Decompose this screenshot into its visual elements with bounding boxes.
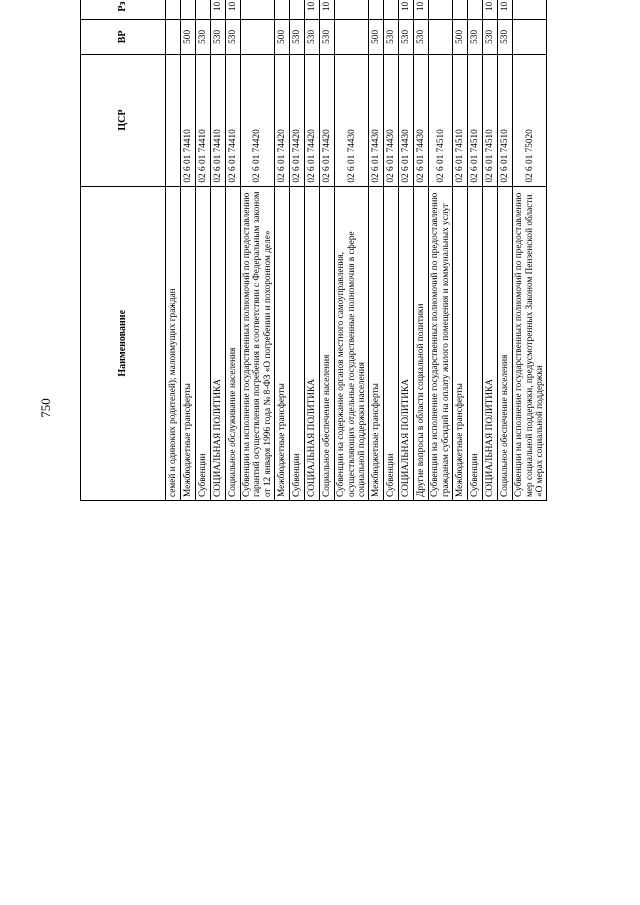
cell-csr: 02 6 01 75020 [513, 54, 547, 186]
cell-name: Социальное обслуживание населения [226, 186, 241, 500]
cell-rz [468, 0, 483, 20]
cell-vr: 530 [196, 20, 211, 54]
cell-vr: 530 [384, 20, 399, 54]
table-row [483, 0, 498, 501]
cell-name: Межбюджетные трансферты [453, 186, 468, 500]
cell-rz [369, 0, 384, 20]
cell-csr: 02 6 01 74510 [498, 54, 513, 186]
cell-name: СОЦИАЛЬНАЯ ПОЛИТИКА [305, 186, 320, 500]
cell-vr [166, 20, 181, 54]
cell-name: СОЦИАЛЬНАЯ ПОЛИТИКА [483, 186, 498, 500]
cell-csr: 02 6 01 74430 [414, 54, 429, 186]
cell-name: СОЦИАЛЬНАЯ ПОЛИТИКА [399, 186, 414, 500]
header-csr: ЦСР [81, 54, 166, 186]
cell-csr: 02 6 01 74430 [369, 54, 384, 186]
cell-name: Межбюджетные трансферты [369, 186, 384, 500]
cell-rz: 10 [320, 0, 335, 20]
budget-table-wrapper [80, 0, 546, 501]
cell-vr: 530 [468, 20, 483, 54]
cell-name: Субвенции на содержание органов местного самоуправления, осуществляющих отдельные государственные полномочия в сфере социальной поддержки населения [335, 186, 369, 500]
table-row [290, 0, 305, 501]
cell-name: Субвенции [468, 186, 483, 500]
header-rz: Рз [81, 0, 166, 20]
header-name: Наименование [81, 186, 166, 500]
cell-csr: 02 6 01 74510 [429, 54, 453, 186]
cell-rz: 10 [226, 0, 241, 20]
table-row [181, 0, 196, 501]
table-row [226, 0, 241, 501]
cell-rz [453, 0, 468, 20]
cell-vr: 530 [414, 20, 429, 54]
table-row [196, 0, 211, 501]
table-row [275, 0, 290, 501]
table-row [513, 0, 547, 501]
table-row [166, 0, 181, 501]
cell-vr [335, 20, 369, 54]
cell-rz: 10 [483, 0, 498, 20]
table-row [429, 0, 453, 501]
cell-csr: 02 6 01 74420 [241, 54, 275, 186]
cell-name: Субвенции [384, 186, 399, 500]
cell-vr: 530 [483, 20, 498, 54]
cell-rz [196, 0, 211, 20]
cell-rz [166, 0, 181, 20]
cell-csr: 02 6 01 74430 [384, 54, 399, 186]
table-row [498, 0, 513, 501]
cell-vr: 500 [181, 20, 196, 54]
cell-vr: 530 [226, 20, 241, 54]
cell-rz [290, 0, 305, 20]
table-row [211, 0, 226, 501]
cell-vr: 530 [498, 20, 513, 54]
cell-rz [384, 0, 399, 20]
cell-vr: 500 [275, 20, 290, 54]
header-vr: ВР [81, 20, 166, 54]
cell-rz [275, 0, 290, 20]
cell-name: Межбюджетные трансферты [181, 186, 196, 500]
cell-vr: 530 [305, 20, 320, 54]
cell-vr: 530 [399, 20, 414, 54]
cell-name: Субвенции [196, 186, 211, 500]
cell-csr: 02 6 01 74420 [320, 54, 335, 186]
cell-rz [181, 0, 196, 20]
cell-rz: 10 [414, 0, 429, 20]
table-row [241, 0, 275, 501]
table-row [369, 0, 384, 501]
cell-name: Социальное обеспечение населения [498, 186, 513, 500]
table-row [468, 0, 483, 501]
cell-vr: 500 [453, 20, 468, 54]
cell-rz [429, 0, 453, 20]
cell-vr [241, 20, 275, 54]
table-header-row [81, 0, 166, 501]
cell-rz [513, 0, 547, 20]
cell-csr: 02 6 01 74510 [468, 54, 483, 186]
table-row [414, 0, 429, 501]
cell-rz: 10 [305, 0, 320, 20]
cell-vr: 530 [211, 20, 226, 54]
cell-csr: 02 6 01 74410 [196, 54, 211, 186]
rotated-page-area [80, 1, 546, 865]
cell-csr: 02 6 01 74510 [453, 54, 468, 186]
cell-csr: 02 6 01 74410 [181, 54, 196, 186]
table-row [384, 0, 399, 501]
table-row [320, 0, 335, 501]
cell-name: Субвенции на исполнение государственных полномочий по предоставлению гражданам субсидий на оплату жилого помещения и коммунальных услуг [429, 186, 453, 500]
cell-name: СОЦИАЛЬНАЯ ПОЛИТИКА [211, 186, 226, 500]
cell-name: семей и одиноких родителей); малоимущих граждан [166, 186, 181, 500]
budget-table [80, 0, 547, 501]
cell-vr: 500 [369, 20, 384, 54]
table-row [453, 0, 468, 501]
cell-name: Межбюджетные трансферты [275, 186, 290, 500]
cell-csr: 02 6 01 74420 [275, 54, 290, 186]
cell-csr [166, 54, 181, 186]
page-number: 750 [38, 398, 53, 418]
table-row [399, 0, 414, 501]
cell-vr: 530 [290, 20, 305, 54]
cell-csr: 02 6 01 74420 [305, 54, 320, 186]
cell-rz: 10 [211, 0, 226, 20]
cell-csr: 02 6 01 74420 [290, 54, 305, 186]
cell-vr [429, 20, 453, 54]
cell-csr: 02 6 01 74410 [211, 54, 226, 186]
cell-rz: 10 [498, 0, 513, 20]
cell-csr: 02 6 01 74510 [483, 54, 498, 186]
cell-name: Субвенции на исполнение государственных полномочий по предоставлению мер социальной поддержки, предусмотренных Законом Пензенской области «О мерах социальной поддержки [513, 186, 547, 500]
cell-name: Субвенции [290, 186, 305, 500]
table-row [335, 0, 369, 501]
cell-csr: 02 6 01 74410 [226, 54, 241, 186]
cell-vr: 530 [320, 20, 335, 54]
cell-csr: 02 6 01 74430 [399, 54, 414, 186]
cell-rz [241, 0, 275, 20]
cell-vr [513, 20, 547, 54]
table-row [305, 0, 320, 501]
cell-rz [335, 0, 369, 20]
cell-name: Другие вопросы в области социальной политики [414, 186, 429, 500]
cell-csr: 02 6 01 74430 [335, 54, 369, 186]
cell-rz: 10 [399, 0, 414, 20]
cell-name: Субвенции на исполнение государственных полномочий по предоставлению гарантий осуществления погребения в соответствии с Федеральным законом от 12 января 1996 года № 8-ФЗ «О погребении и похоронном деле» [241, 186, 275, 500]
cell-name: Социальное обеспечение населения [320, 186, 335, 500]
